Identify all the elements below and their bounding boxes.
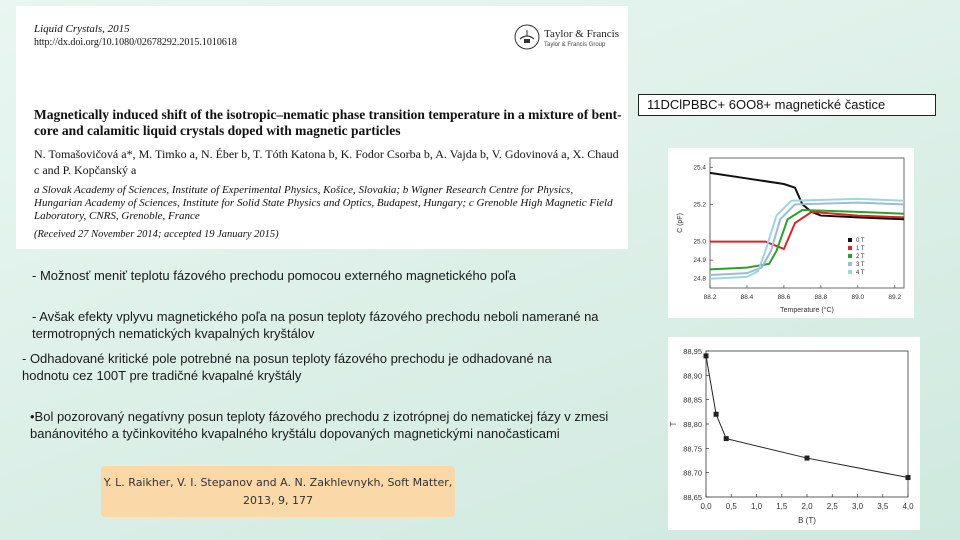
x-tick-label: 1,5 [776,502,788,511]
publisher-subtitle: Taylor & Francis Group [544,42,606,48]
y-axis-label: C (pF) [677,213,684,233]
y-tick-label: 24.8 [693,275,706,283]
x-tick-label: 89.2 [888,294,902,301]
data-point [805,456,810,461]
y-tick-label: 88,70 [683,468,702,478]
y-tick-label: 88,65 [683,493,702,502]
bullet-point-2: - Avšak efekty vplyvu magnetického poľa na posun teploty fázového prechodu neboli namerané na termotropných nematických kvapalných kryštálov [32,309,599,341]
bullet-point-4: •Bol pozorovaný negatívny posun teploty fázového prechodu z izotrópnej do nematickej fázy v zmesi banánovitého a tyčinkovitého kvapalného kryštálu dopovaných magnetickými nanočasticami [30,409,609,441]
x-tick-label: 2,5 [826,502,838,511]
paper-affiliations: a Slovak Academy of Sciences, Institute of Experimental Physics, Košice, Slovakia; b Wigner Research Centre for Physics, Hungarian Academy of Sciences, Institute for Solid State Physics and Optics, Budapest, Hungary; c Grenoble High Magnetic Field Laboratory, CNRS, Grenoble, France [34,184,613,222]
y-tick-label: 25.0 [693,238,706,246]
paper-header-image [16,6,628,249]
doi-link: http://dx.doi.org/10.1080/02678292.2015.1010618 [34,37,237,48]
x-tick-label: 4,0 [902,502,914,511]
reference-box: Y. L. Raikher, V. I. Stepanov and A. N. Zakhlevnykh, Soft Matter, 2013, 9, 177 [101,466,455,517]
publisher-name: Taylor & Francis [544,28,619,40]
x-tick-label: 88.6 [777,294,791,301]
publisher-logo [514,24,620,56]
capacitance-temperature-chart [668,148,914,318]
plot-frame [706,351,908,497]
capacitance-chart-svg [668,148,914,318]
x-tick-label: 0,0 [700,502,712,511]
data-point [906,475,911,480]
y-tick-label: 25.2 [693,201,706,209]
x-tick-label: 1,0 [750,502,763,511]
x-tick-label: 0,5 [725,502,737,511]
sample-label: 11DClPBBC+ 6OO8+ magnetické častice [638,94,936,116]
data-point [714,412,719,417]
y-tick-label: 88,75 [683,444,702,454]
y-tick-label: 88,95 [683,347,702,356]
x-tick-label: 88.8 [814,294,828,301]
paper-received: (Received 27 November 2014; accepted 19 January 2015) [34,229,279,240]
legend-label: 0 T [856,238,865,244]
y-tick-label: 88,90 [683,371,702,381]
transition-chart-svg [668,337,920,530]
legend-marker [848,246,852,250]
y-tick-label: 88,80 [683,420,702,429]
data-point [704,353,709,358]
y-tick-label: 88,85 [683,395,702,405]
data-point [724,436,729,441]
legend-label: 4 T [856,270,865,276]
paper-title: Magnetically induced shift of the isotropic–nematic phase transition temperature in a mixture of bent-core and calamitic liquid crystals doped with magnetic particles [34,107,622,138]
bullet-point-3: - Odhadované kritické pole potrebné na posun teploty fázového prechodu je odhadované na hodnotu cez 100T pre tradičné kvapalné kryštály [22,351,552,383]
legend-marker [848,254,852,258]
x-axis-label: B (T) [798,516,816,525]
legend-label: 1 T [856,246,865,252]
y-axis-label: T [669,421,678,427]
legend-marker [848,238,852,242]
x-tick-label: 88.2 [703,294,717,301]
y-tick-label: 25.4 [693,164,706,172]
legend-marker [848,262,852,266]
x-tick-label: 2,0 [801,502,813,511]
legend-label: 3 T [856,262,865,268]
paper-authors: N. Tomašovičová a*, M. Timko a, N. Éber b, T. Tóth Katona b, K. Fodor Csorba b, A. Vajda b, V. Gdovinová a, X. Chaud c and P. Kopčanský a [34,147,619,177]
legend-marker [848,270,852,274]
x-tick-label: 3,0 [851,502,864,511]
legend-label: 2 T [856,254,865,260]
x-axis-label: Temperature (°C) [780,307,834,314]
publisher-logo-icon [514,24,540,50]
bullet-point-1: - Možnosť meniť teplotu fázového prechodu pomocou externého magnetického poľa [32,268,517,283]
transition-temperature-chart [668,337,920,530]
x-tick-label: 3,5 [877,502,889,511]
journal-name: Liquid Crystals, 2015 [34,23,130,35]
x-tick-label: 88.4 [740,294,754,301]
y-tick-label: 24.9 [693,257,706,265]
x-tick-label: 89.0 [851,294,865,301]
